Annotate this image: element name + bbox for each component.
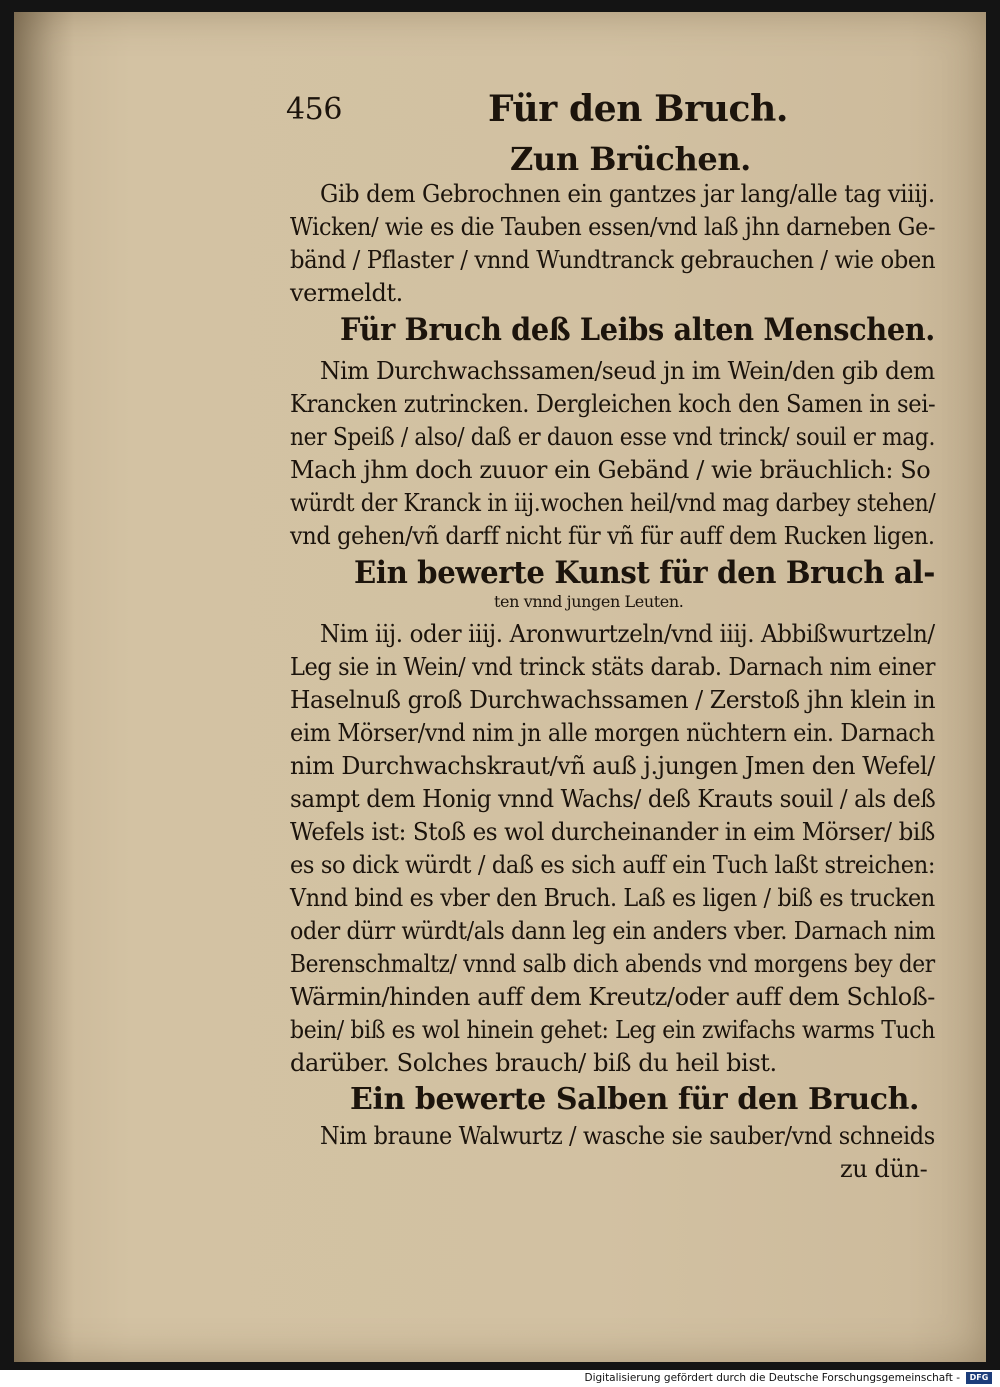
text-line: es so dick würdt / daß es sich auff ein Tuch laßt streichen: xyxy=(290,851,936,879)
text-line: sampt dem Honig vnnd Wachs/ deß Krauts souil / als deß xyxy=(290,785,936,813)
section-subheading: ten vnnd jungen Leuten. xyxy=(494,592,684,611)
text-line: Gib dem Gebrochnen ein gantzes jar lang/alle tag viiij. xyxy=(320,180,935,208)
text-line: Mach jhm doch zuuor ein Gebänd / wie bräuchlich: So xyxy=(290,456,931,484)
text-line: vnd gehen/vñ darff nicht für vñ für auff dem Rucken ligen. xyxy=(290,522,935,550)
catchword: zu dün- xyxy=(840,1155,928,1183)
page-number: 456 xyxy=(286,92,343,127)
section-heading: Ein bewerte Salben für den Bruch. xyxy=(350,1082,920,1117)
text-line: Krancken zutrincken. Dergleichen koch den Samen in sei- xyxy=(290,390,936,418)
text-line: vermeldt. xyxy=(290,279,403,307)
text-line: würdt der Kranck in iij.wochen heil/vnd mag darbey stehen/ xyxy=(290,489,936,517)
text-line: Nim iij. oder iiij. Aronwurtzeln/vnd iiij. Abbißwurtzeln/ xyxy=(320,620,935,648)
text-line: Nim braune Walwurtz / wasche sie sauber/vnd schneids xyxy=(320,1122,935,1150)
text-line: oder dürr würdt/als dann leg ein anders vber. Darnach nim xyxy=(290,917,936,945)
running-head: Für den Bruch. xyxy=(488,88,788,130)
text-line: Berenschmaltz/ vnnd salb dich abends vnd morgens bey der xyxy=(290,950,935,978)
text-line: bänd / Pflaster / vnnd Wundtranck gebrauchen / wie oben xyxy=(290,246,936,274)
section-heading: Ein bewerte Kunst für den Bruch al- xyxy=(354,555,935,591)
dfg-logo: DFG xyxy=(966,1372,992,1384)
footer-credit: Digitalisierung gefördert durch die Deutsche Forschungsgemeinschaft - xyxy=(584,1372,960,1384)
text-line: Leg sie in Wein/ vnd trinck stäts darab. Darnach nim einer xyxy=(290,653,936,681)
text-line: eim Mörser/vnd nim jn alle morgen nüchtern ein. Darnach xyxy=(290,719,935,747)
text-line: darüber. Solches brauch/ biß du heil bist. xyxy=(290,1049,777,1077)
text-line: Haselnuß groß Durchwachssamen / Zerstoß jhn klein in xyxy=(290,686,936,714)
section-heading: Zun Brüchen. xyxy=(510,140,751,178)
text-line: Wefels ist: Stoß es wol durcheinander in eim Mörser/ biß xyxy=(290,818,935,846)
text-line: bein/ biß es wol hinein gehet: Leg ein zwifachs warms Tuch xyxy=(290,1016,935,1044)
text-line: Vnnd bind es vber den Bruch. Laß es ligen / biß es trucken xyxy=(290,884,935,912)
text-line: Wicken/ wie es die Tauben essen/vnd laß jhn darneben Ge- xyxy=(290,213,936,241)
text-line: Wärmin/hinden auff dem Kreutz/oder auff dem Schloß- xyxy=(290,983,935,1011)
gutter-shadow xyxy=(14,12,74,1362)
section-heading: Für Bruch deß Leibs alten Menschen. xyxy=(340,312,935,348)
text-line: nim Durchwachskraut/vñ auß j.jungen Jmen den Wefel/ xyxy=(290,752,935,780)
text-line: ner Speiß / also/ daß er dauon esse vnd trinck/ souil er mag. xyxy=(290,423,936,451)
text-line: Nim Durchwachssamen/seud jn im Wein/den gib dem xyxy=(320,357,935,385)
